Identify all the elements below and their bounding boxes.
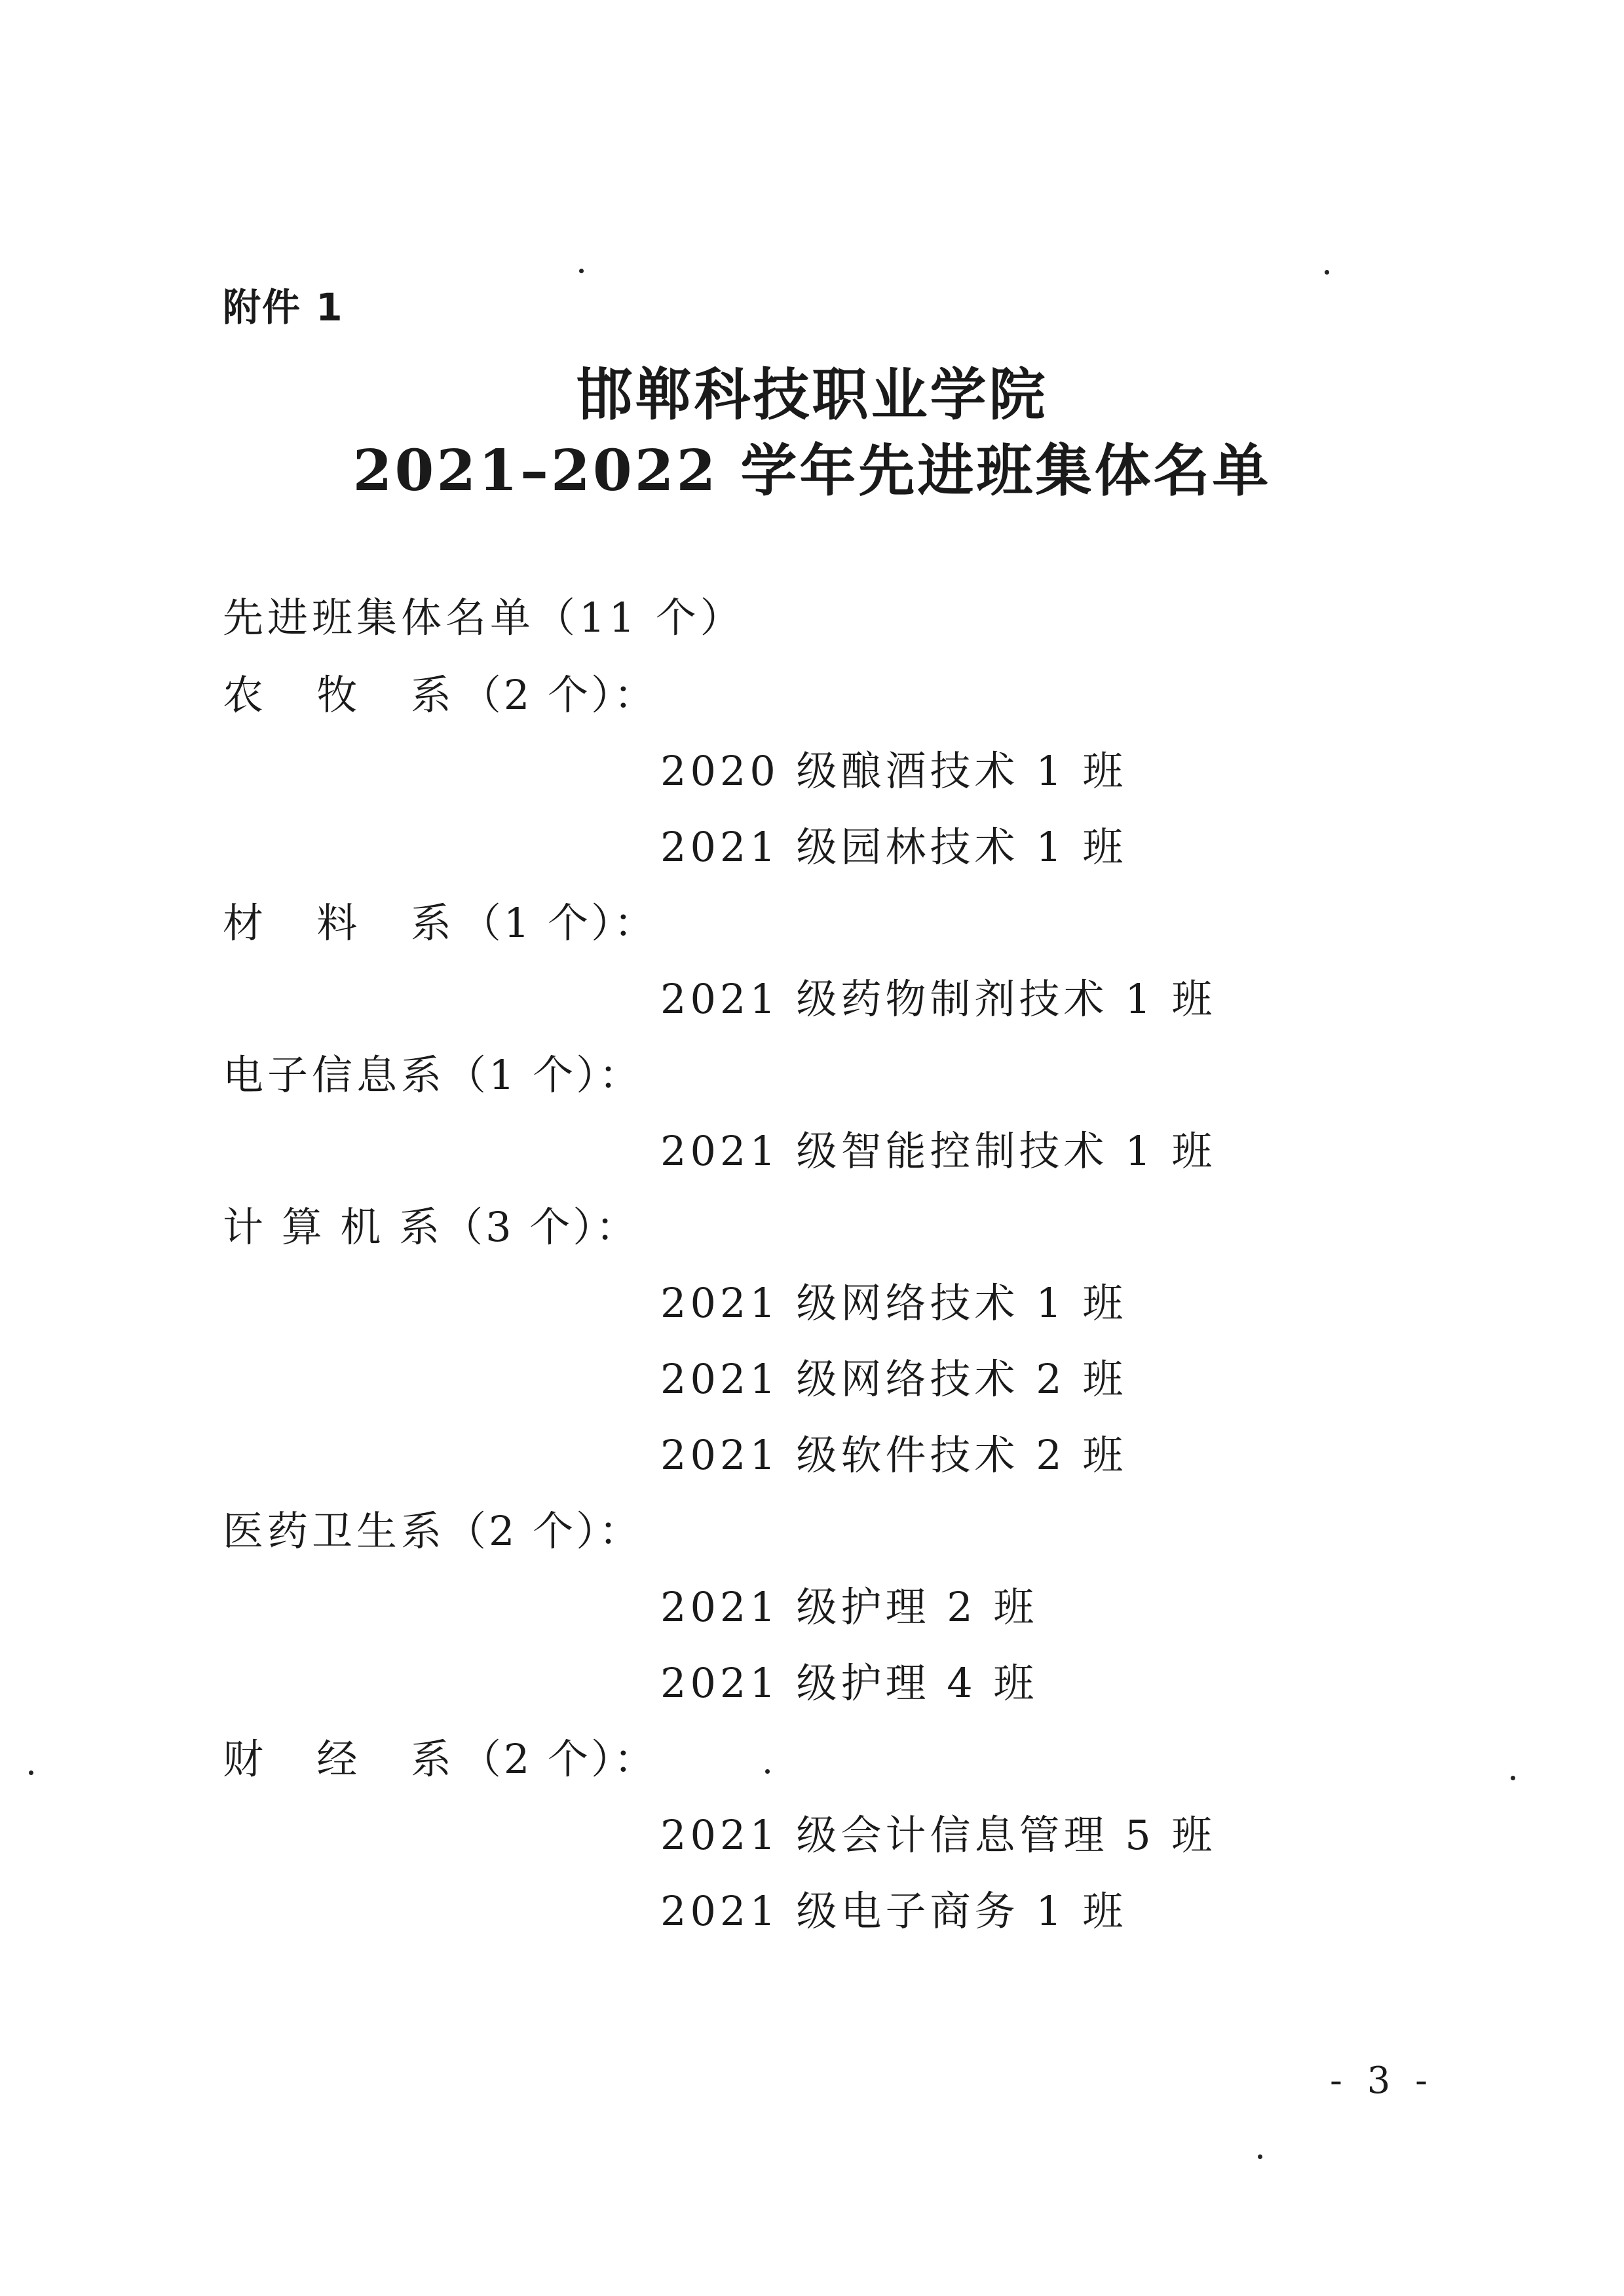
document-title-line-1: 邯郸科技职业学院 (576, 362, 1048, 428)
document-title-line-2: 2021–2022 学年先进班集体名单 (352, 438, 1272, 504)
class-item: 2021 级护理 4 班 (660, 1659, 1038, 1707)
department-count: （2 个）： (460, 1735, 657, 1783)
class-item: 2021 级会计信息管理 5 班 (660, 1811, 1217, 1859)
scan-speck (29, 1770, 33, 1775)
class-item: 2021 级园林技术 1 班 (660, 823, 1127, 871)
class-item: 2021 级网络技术 1 班 (660, 1279, 1127, 1327)
class-item: 2021 级护理 2 班 (660, 1583, 1038, 1631)
department-count: （1 个）： (460, 899, 657, 947)
scan-speck (1325, 270, 1329, 275)
department-heading-caijing (223, 1735, 657, 1783)
attachment-label: 附件 1 (223, 285, 344, 330)
department-name: 财 经 系 (223, 1735, 461, 1783)
department-count: （2 个）： (445, 1507, 643, 1555)
class-item: 2020 级酿酒技术 1 班 (660, 747, 1127, 795)
scan-speck (579, 269, 584, 273)
department-heading-cailiao (223, 899, 657, 947)
department-heading-yiyao (223, 1507, 643, 1555)
department-heading-dianzi (223, 1051, 643, 1099)
list-summary-heading: 先进班集体名单（11 个） (223, 594, 745, 641)
scan-speck (765, 1769, 770, 1774)
page-number: - 3 - (1330, 2059, 1435, 2102)
class-item: 2021 级药物制剂技术 1 班 (660, 975, 1217, 1023)
class-item: 2021 级智能控制技术 1 班 (660, 1127, 1217, 1175)
department-count: （1 个）： (445, 1051, 643, 1099)
department-name: 材 料 系 (223, 899, 461, 947)
class-item: 2021 级网络技术 2 班 (660, 1355, 1127, 1403)
class-item: 2021 级软件技术 2 班 (660, 1431, 1127, 1479)
scan-speck (1511, 1776, 1515, 1780)
department-name: 电子信息系 (223, 1051, 446, 1099)
department-heading-nongmu (223, 671, 657, 719)
department-count: （3 个）： (442, 1203, 639, 1251)
department-heading-jisuanji (223, 1203, 639, 1251)
class-item: 2021 级电子商务 1 班 (660, 1887, 1127, 1935)
department-name: 医药卫生系 (223, 1507, 446, 1555)
department-name: 农 牧 系 (223, 671, 461, 719)
scan-speck (1258, 2154, 1262, 2159)
department-name: 计 算 机 系 (223, 1203, 443, 1251)
department-count: （2 个）： (460, 671, 657, 719)
